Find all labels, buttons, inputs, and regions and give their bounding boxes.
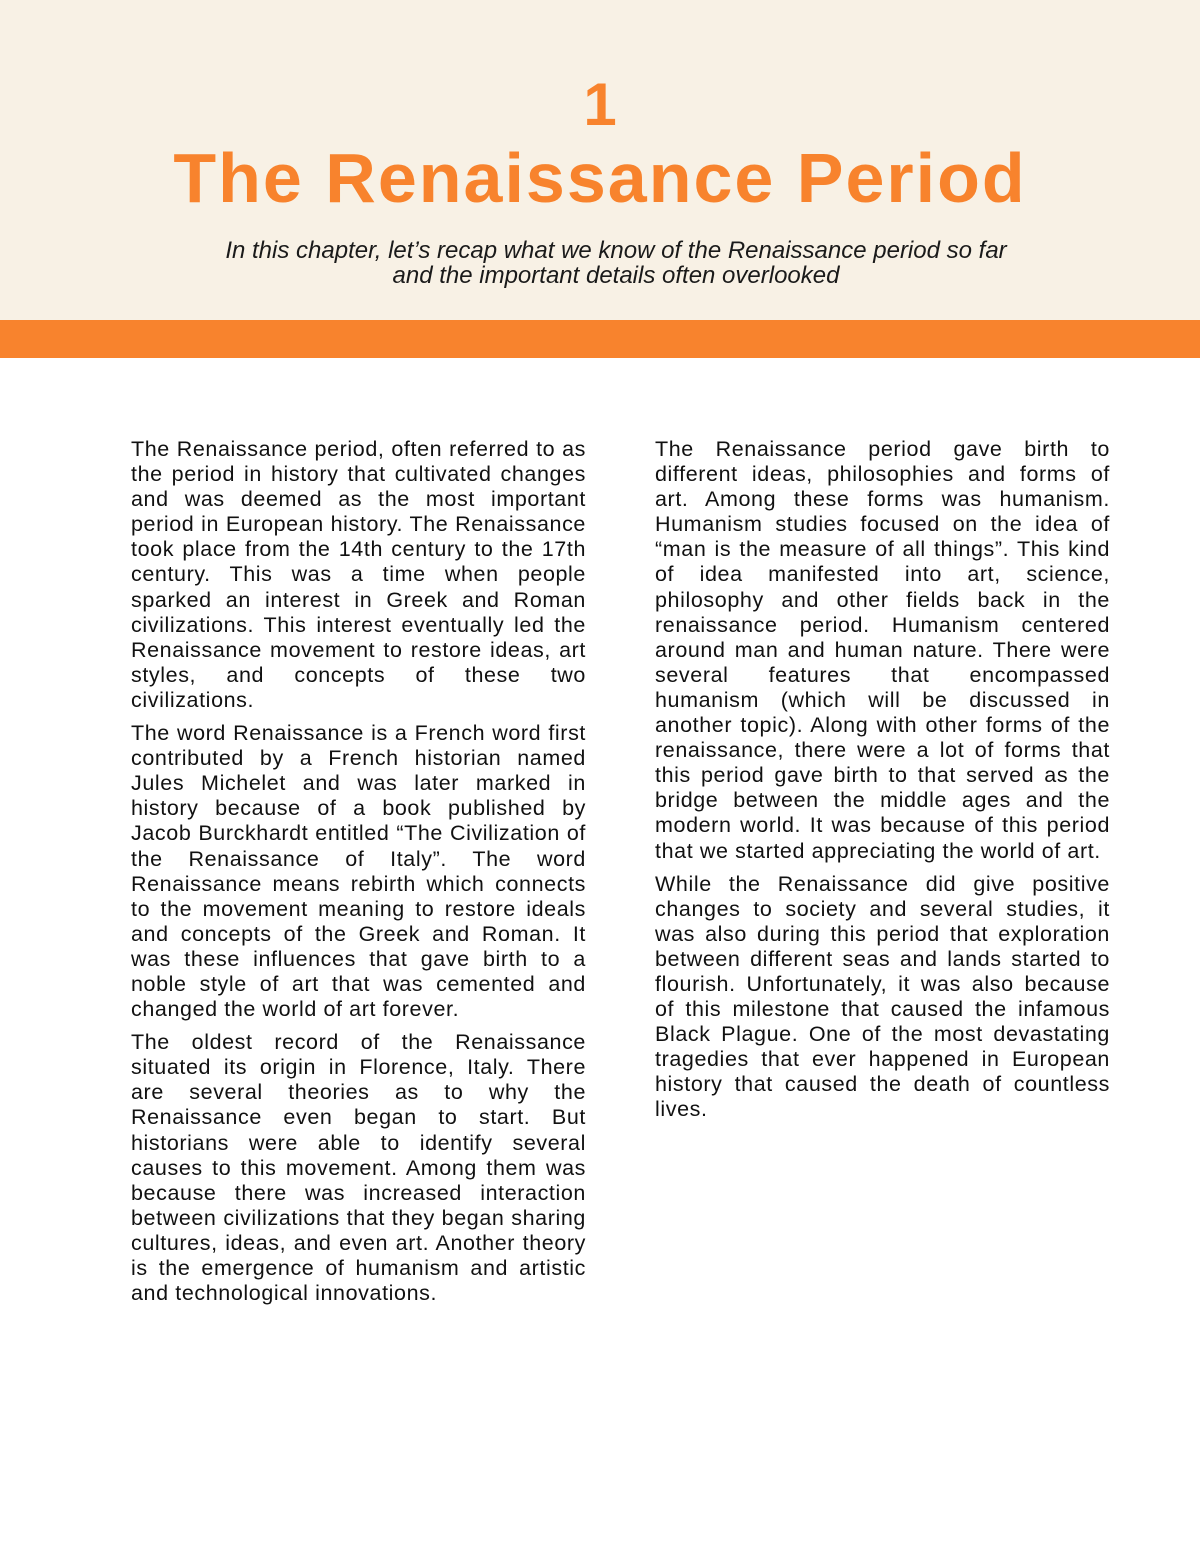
subtitle-line: and the important details often overlooked: [392, 262, 840, 289]
right-column: [655, 437, 1110, 1131]
chapter-subtitle: [200, 238, 1032, 288]
left-column: [131, 437, 586, 1314]
chapter-number: 1: [583, 71, 617, 138]
paragraph: The oldest record of the Renaissance situated its origin in Florence, Italy. There are several theories as to why the Renaissance even began to start. But historians were able to identify several causes to this movement. Among them was because there was increased interaction between civilizations that they began sharing cultures, ideas, and even art. Another theory is the emergence of humanism and artistic and technological innovations.: [131, 1030, 586, 1306]
paragraph: While the Renaissance did give positive changes to society and several studies, it was also during this period that exploration between different seas and lands started to flourish. Unfortunately, it was also because of this milestone that caused the infamous Black Plague. One of the most devastating tragedies that ever happened in European history that caused the death of countless lives.: [655, 871, 1110, 1122]
subtitle-line: In this chapter, let’s recap what we know of the Renaissance period so far: [225, 237, 1007, 264]
paragraph: The word Renaissance is a French word first contributed by a French historian named Jules Michelet and was later marked in history because of a book published by Jacob Burckhardt entitled “The Civilization of the Renaissance of Italy”. The word Renaissance means rebirth which connects to the movement meaning to restore ideals and concepts of the Greek and Roman. It was these influences that gave birth to a noble style of art that was cemented and changed the world of art forever.: [131, 721, 586, 1022]
chapter-header: [0, 0, 1200, 320]
paragraph: The Renaissance period, often referred to as the period in history that cultivated changes and was deemed as the most important period in European history. The Renaissance took place from the 14th century to the 17th century. This was a time when people sparked an interest in Greek and Roman civilizations. This interest eventually led the Renaissance movement to restore ideas, art styles, and concepts of these two civilizations.: [131, 437, 586, 712]
chapter-title: The Renaissance Period: [173, 139, 1027, 217]
accent-band: [0, 320, 1200, 358]
paragraph: The Renaissance period gave birth to different ideas, philosophies and forms of art. Among these forms was humanism. Humanism studies focused on the idea of “man is the measure of all things”. This kind of idea manifested into art, science, philosophy and other fields back in the renaissance period. Humanism centered around man and human nature. There were several features that encompassed humanism (which will be discussed in another topic). Along with other forms of the renaissance, there were a lot of forms that this period gave birth to that served as the bridge between the middle ages and the modern world. It was because of this period that we started appreciating the world of art.: [655, 437, 1110, 863]
